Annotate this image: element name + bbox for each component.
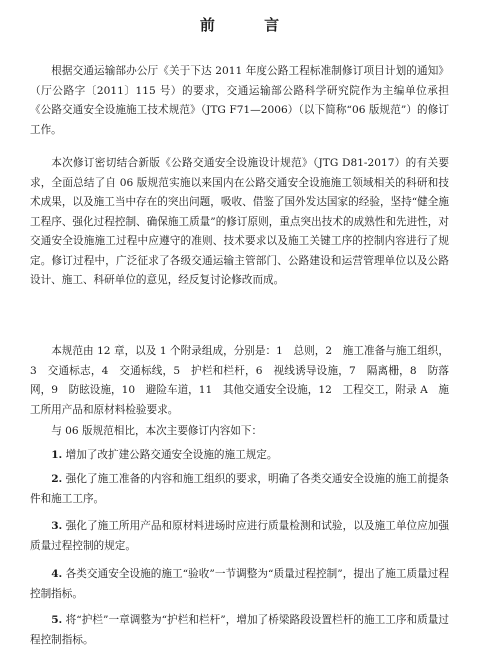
list-item	[30, 611, 449, 650]
list-item	[30, 470, 449, 509]
list-item	[30, 517, 449, 556]
item-text: 强化了施工所用产品和原材料进场时应进行质量检测和试验，以及施工单位应加强质量过程控制的规定。	[30, 520, 450, 552]
item-number: 2.	[51, 473, 63, 485]
item-text: 强化了施工准备的内容和施工组织的要求，明确了各类交通安全设施的施工前提条件和施工工序。	[30, 473, 450, 505]
item-text: 增加了改扩建公路交通安全设施的施工规定。	[65, 449, 278, 461]
paragraph-structure: 本规范由 12 章，以及 1 个附录组成，分别是：1 总则，2 施工准备与施工组织，3 交通标志，4 交通标线，5 护栏和栏杆，6 视线诱导设施，7 隔离栅，8 防落网，9 防眩设施，10 避险车道，11 其他交通安全设施，12 工程交工，附录 A 施工所用产品和原材料检验要求。	[30, 345, 449, 416]
item-number: 5.	[51, 614, 63, 626]
paragraph-intro: 根据交通运输部办公厅《关于下达 2011 年度公路工程标准制修订项目计划的通知》（厅公路字〔2011〕115 号）的要求，交通运输部公路科学研究院作为主编单位承担《公路交通安全设施施工技术规范》（JTG F71—2006）（以下简称“06 版规范”）的修订工作。	[30, 65, 449, 136]
paragraph-revision: 本次修订密切结合新版《公路交通安全设施设计规范》（JTG D81-2017）的有关要求，全面总结了自 06 版规范实施以来国内在公路交通安全设施施工领域相关的科研和技术成果，以及施工当中存在的突出问题，吸收、借鉴了国外发达国家的经验，坚持“健全施工程序、强化过程控制、确保施工质量”的修订原则，重点突出技术的成熟性和先进性，对交通安全设施施工过程中应遵守的准则、技术要求以及施工关键工序的控制内容进行了规定。修订过程中，广泛征求了各级交通运输主管部门、公路建设和运营管理单位以及公路设计、施工、科研单位的意见，经反复讨论修改而成。	[30, 157, 449, 286]
item-number: 1.	[51, 449, 63, 461]
list-item	[30, 565, 449, 604]
list-item	[30, 446, 449, 466]
item-text: 各类交通安全设施的施工“验收”一节调整为“质量过程控制”，提出了施工质量过程控制指标。	[30, 568, 449, 600]
paragraph-changes-intro: 与 06 版规范相比，本次主要修订内容如下：	[51, 425, 263, 437]
item-number: 4.	[51, 568, 63, 580]
item-text: 将“护栏”一章调整为“护栏和栏杆”，增加了桥梁路段设置栏杆的施工工序和质量过程控制指标。	[30, 614, 449, 646]
item-number: 3.	[51, 520, 63, 532]
page-title: 前 言	[199, 16, 302, 34]
